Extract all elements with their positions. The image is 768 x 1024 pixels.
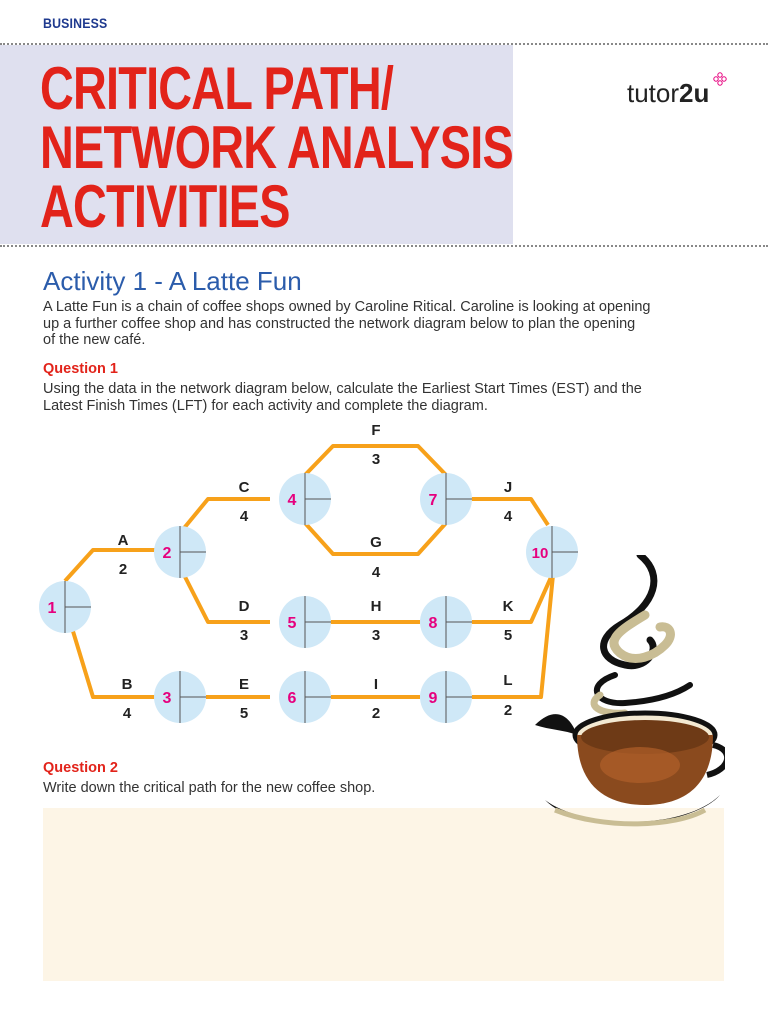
question-line: Latest Finish Times (LFT) for each activity and complete the diagram. [43,397,488,414]
activity-f-duration: 3 [371,451,381,468]
activity-j-name: J [503,479,513,496]
node-5: 5 [287,615,297,632]
question-1-text [43,381,733,414]
activity-d-duration: 3 [239,627,249,644]
title-line-3: ACTIVITIES [40,173,290,240]
node-4: 4 [287,492,297,509]
tutor2u-logo [627,78,709,109]
logo-text-b: 2u [679,78,710,108]
activity-k-duration: 5 [503,627,513,644]
node-6: 6 [287,690,297,707]
question-2-text: Write down the critical path for the new coffee shop. [43,780,376,796]
activity-j-duration: 4 [503,508,513,525]
title-line-1: CRITICAL PATH/ [40,55,394,122]
activity-h-duration: 3 [371,627,381,644]
activity-i-duration: 2 [371,705,381,722]
node-8: 8 [428,615,438,632]
activity-a-duration: 2 [118,561,128,578]
activity-k-name: K [502,598,514,615]
activity-b-name: B [121,676,133,693]
question-2-label: Question 2 [43,760,118,776]
intro-paragraph [43,299,733,349]
activity-e-name: E [238,676,250,693]
logo-text-a: tutor [627,78,680,108]
node-9: 9 [428,690,438,707]
node-1: 1 [47,600,57,617]
node-2: 2 [162,545,172,562]
intro-line: of the new café. [43,332,146,348]
title-banner [0,45,513,244]
node-3: 3 [162,690,172,707]
diagram-nodes [39,473,578,723]
activity-i-name: I [373,676,379,693]
activity-g-duration: 4 [371,564,381,581]
activity-c-duration: 4 [239,508,249,525]
node-10: 10 [531,545,549,562]
activity-b-duration: 4 [122,705,132,722]
activity-f-name: F [371,422,381,439]
activity-g-name: G [370,534,382,551]
activity-h-name: H [370,598,382,615]
title-line-2: NETWORK ANALYSIS [40,114,513,181]
intro-line: A Latte Fun is a chain of coffee shops owned by Caroline Ritical. Caroline is looking at opening [43,299,651,315]
question-line: Using the data in the network diagram below, calculate the Earliest Start Times (EST) and the [43,381,642,397]
activity-l-name: L [503,672,513,689]
logo-flower-icon [713,72,727,86]
intro-line: up a further coffee shop and has constructed the network diagram below to plan the opening [43,315,636,332]
bottom-divider [0,245,768,247]
activity-c-name: C [238,479,250,496]
activity-d-name: D [238,598,250,615]
activity-title: Activity 1 - A Latte Fun [43,266,302,296]
section-label: BUSINESS [43,15,108,31]
activity-a-name: A [117,532,129,549]
node-7: 7 [428,492,438,509]
activity-e-duration: 5 [239,705,249,722]
question-1-label: Question 1 [43,361,118,377]
coffee-cup-illustration [525,555,725,845]
activity-l-duration: 2 [503,702,513,719]
